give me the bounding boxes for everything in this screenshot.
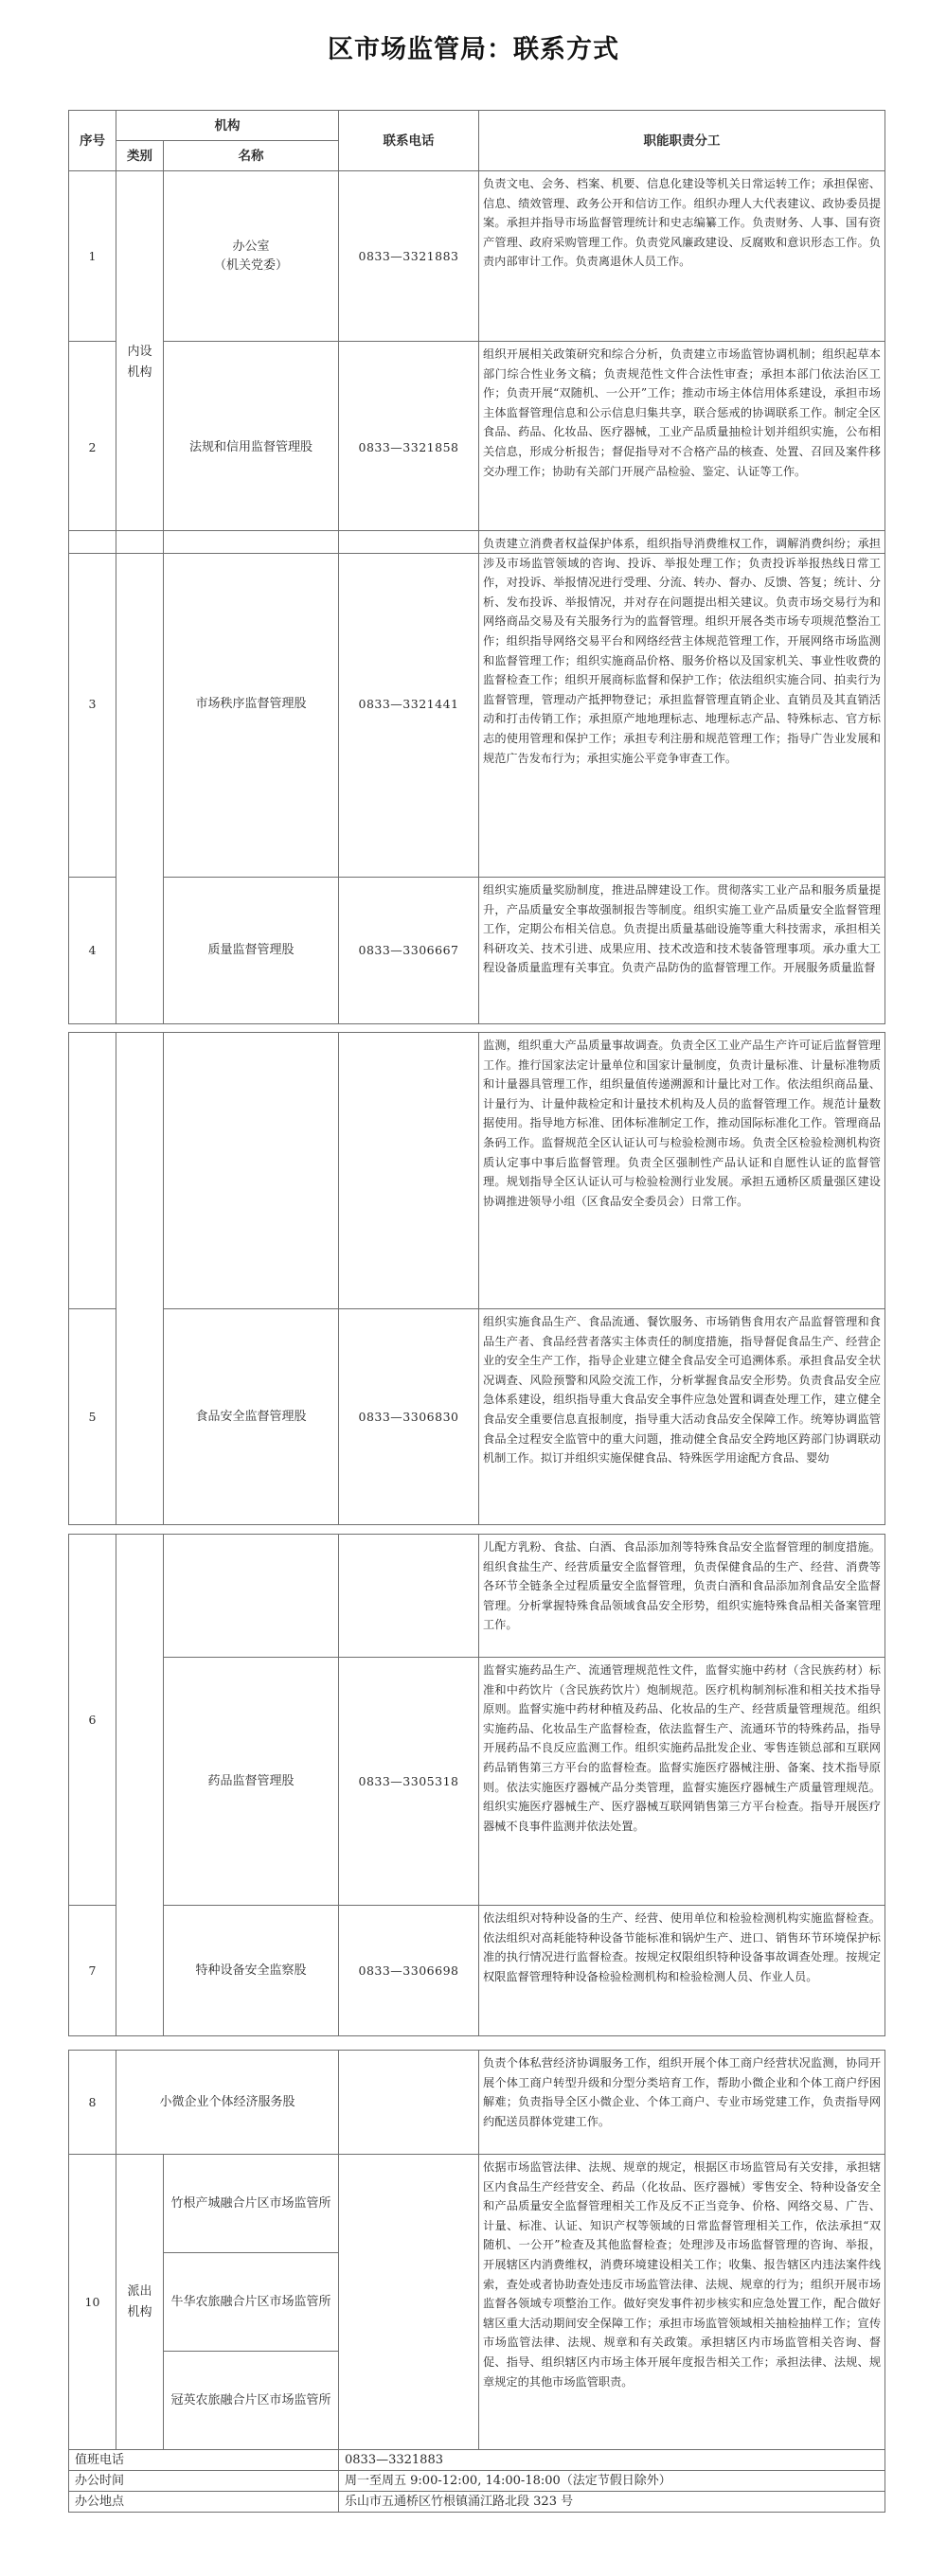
duty-text: 组织开展相关政策研究和综合分析，负责建立市场监管协调机制；组织起草本部门综合性业务文稿；负责规范性文件合法性审查；承担本部门依法治区工作；负责开展“双随机、一公开”工作；推动市场主体信用体系建设，承担市场主体监督管理信息和公示信息归集共享，联合惩戒的协调联系工作。制定全区食品、药品、化妆品、医疗器械，工业产品质量抽检计划并组织实施，公布相关信息，形成分析报告；督促指导对不合格产品的核查、处置、召回及案件移交办理工作；协助有关部门开展产品检验、鉴定、认证等工作。 [479,342,885,554]
org-name: 小微企业个体经济服务股 [116,2051,339,2155]
address-label: 办公地点 [69,2492,339,2513]
category-internal: 内设 机构 [116,171,164,554]
row-seq [69,1033,116,1309]
table-row [69,2155,885,2253]
phone-number: 0833—3321883 [339,171,479,342]
hours-value: 周一至周五 9:00-12:00, 14:00-18:00（法定节假日除外） [339,2471,885,2492]
duty-phone-value: 0833—3321883 [339,2450,885,2471]
header-seq: 序号 [69,111,116,171]
header-duties: 职能职责分工 [479,111,885,171]
footer-row-hours [69,2471,885,2492]
duty-text: 监督实施药品生产、流通管理规范性文件，监督实施中药材（含民族药材）标准和中药饮片（含民族药饮片）炮制规范。医疗机构制剂标准和相关技术指导原则。监督实施中药材种植及药品、化妆品的生产、经营质量管理规范。组织实施药品、化妆品生产监督检查，依法监督生产、流通环节的特殊药品，指导开展药品不良反应监测工作。组织实施药品批发企业、零售连锁总部和互联网药品销售第三方平台的监督检查。监督实施医疗器械注册、备案、技术指导原则。依法实施医疗器械产品分类管理，监督实施医疗器械生产质量管理规范。组织实施医疗器械生产、医疗器械互联网销售第三方平台检查。指导开展医疗器械不良事件监测并依法处置。 [479,1658,885,1906]
contact-table-block-4 [68,1534,885,2036]
phone-number [339,1535,479,1658]
footer-row-duty-phone [69,2450,885,2471]
duty-text: 组织实施食品生产、食品流通、餐饮服务、市场销售食用农产品监督管理和食品生产者、食品经营者落实主体责任的制度措施，指导督促食品生产、经营企业的安全生产工作，指导企业建立健全食品安全可追溯体系。承担食品安全状况调查、风险预警和风险交流工作，分析掌握食品安全形势。负责食品安全应急体系建设，组织指导重大食品安全事件应急处置和调查处理工作，建立健全食品安全重要信息直报制度，指导重大活动食品安全保障工作。统筹协调监管食品全过程安全监管中的重大问题，推动健全食品安全跨地区跨部门协调联动机制工作。拟订并组织实施保健食品、特殊医学用途配方食品、婴幼 [479,1309,885,1525]
header-category: 类别 [116,141,164,171]
duty-text: 组织实施质量奖励制度，推进品牌建设工作。贯彻落实工业产品和服务质量提升，产品质量安全事故强制报告等制度。组织实施工业产品质量安全监督管理工作，定期公布相关信息。负责提出质量基础设施等重大科技需求，承担相关科研攻关、技术引进、成果应用、技术改造和技术装备管理事项。承办重大工程设备质量监理有关事宜。负责产品防伪的监督管理工作。开展服务质量监督 [479,878,885,1024]
phone-number: 0833—3321858 [339,342,479,554]
org-name: 牛华农旅融合片区市场监管所 [164,2253,339,2352]
org-name: 冠英农旅融合片区市场监管所 [164,2352,339,2450]
contact-table-block-2 [68,530,885,1024]
table-row [69,1309,885,1525]
org-name: 药品监督管理股 [164,1658,339,1906]
org-name [164,1535,339,1658]
duty-text: 依据市场监管法律、法规、规章的规定，根据区市场监管局有关安排，承担辖区内食品生产经营安全、药品（化妆品、医疗器械）零售安全、特种设备安全和产品质量安全监督管理相关工作及反不正当竞争、价格、网络交易、广告、计量、标准、认证、知识产权等领域的日常监督管理相关工作，依法承担“双随机、一公开”检查及其他监督检查；处理涉及市场监督管理的咨询、举报，开展辖区内消费维权，消费环境建设相关工作；收集、报告辖区内违法案件线索，查处或者协助查处违反市场监管法律、法规、规章的行为；组织开展市场监督各领域专项整治工作。做好突发事件初步核实和应急处置工作，配合做好辖区重大活动期间安全保障工作；承担市场监管领域相关抽检抽样工作；宣传市场监管法律、法规、规章和有关政策。承担辖区内市场监管相关咨询、督促、指导、组织辖区内市场主体开展年度报告相关工作；承担法律、法规、规章规定的其他市场监管职责。 [479,2155,885,2450]
duty-text: 监测，组织重大产品质量事故调查。负责全区工业产品生产许可证后监督管理工作。推行国家法定计量单位和国家计量制度，负责计量标准、计量标准物质和计量器具管理工作，组织量值传递溯源和计量比对工作。依法组织商品量、计量行为、计量仲裁检定和计量技术机构及人员的监督管理工作。规范计量数据使用。指导地方标准、团体标准制定工作，推动国际标准化工作。管理商品条码工作。监督规范全区认证认可与检验检测市场。负责全区检验检测机构资质认定事中事后监督管理。负责全区强制性产品认证和自愿性认证的监督管理。规划指导全区认证认可与检验检测行业发展。承担五通桥区质量强区建设协调推进领导小组（区食品安全委员会）日常工作。 [479,1033,885,1309]
org-name: 办公室 （机关党委） [164,171,339,342]
org-name: 市场秩序监督管理股 [164,531,339,878]
row-seq: 10 [69,2155,116,2450]
table-row [69,171,885,342]
table-row [69,342,885,554]
phone-number: 0833—3306667 [339,878,479,1024]
table-row [69,1906,885,2036]
contact-table-block-3 [68,1032,885,1525]
hours-label: 办公时间 [69,2471,339,2492]
duty-text: 儿配方乳粉、食盐、白酒、食品添加剂等特殊食品安全监督管理的制度措施。组织食盐生产、经营质量安全监督管理，负责保健食品的生产、经营、消费等各环节全链条全过程质量安全监督管理，负责白酒和食品添加剂食品安全监督管理。分析掌握特殊食品领域食品安全形势，组织实施特殊食品相关备案管理工作。 [479,1535,885,1658]
org-name: 食品安全监督管理股 [164,1309,339,1525]
phone-number: 0833—3306698 [339,1906,479,2036]
header-org: 机构 [116,111,339,141]
row-seq: 4 [69,878,116,1024]
table-row [69,531,885,878]
duty-text: 负责建立消费者权益保护体系，组织指导消费维权工作，调解消费纠纷；承担涉及市场监管领域的咨询、投诉、举报处理工作；负责投诉举报热线日常工作，对投诉、举报情况进行受理、分流、转办、督办、反馈、答复；统计、分析、发布投诉、举报情况，并对存在问题提出相关建议。负责市场交易行为和网络商品交易及有关服务行为的监督管理。组织开展各类市场专项规范整治工作；组织指导网络交易平台和网络经营主体规范管理工作，开展网络市场监测和监督管理工作；组织实施商品价格、服务价格以及国家机关、事业性收费的监督检查工作；组织开展商标监督和保护工作；依法组织实施合同、拍卖行为监督管理，管理动产抵押物登记；承担监督管理直销企业、直销员及其直销活动和打击传销工作；承担原产地地理标志、地理标志产品、特殊标志、官方标志的使用管理和保护工作；承担专利注册和规范管理工作；指导广告业发展和规范广告发布行为；承担实施公平竞争审查工作。 [479,531,885,878]
row-seq: 2 [69,342,116,554]
phone-number [339,2051,479,2155]
row-seq: 3 [69,531,116,878]
table-row [69,1033,885,1309]
table-row [69,1535,885,1658]
phone-number [339,1033,479,1309]
row-seq: 1 [69,171,116,342]
page-title: 区市场监管局：联系方式 [328,35,619,64]
phone-number [339,2155,479,2450]
org-name: 特种设备安全监察股 [164,1906,339,2036]
org-name: 竹根产城融合片区市场监管所 [164,2155,339,2253]
phone-number: 0833—3306830 [339,1309,479,1525]
row-seq: 7 [69,1906,116,2036]
table-row [69,878,885,1024]
phone-number: 0833—3305318 [339,1658,479,1906]
category-cell [116,1535,164,2036]
category-cell [116,531,164,1024]
contact-table-block-1 [68,110,885,554]
duty-text: 依法组织对特种设备的生产、经营、使用单位和检验检测机构实施监督检查。依法组织对高耗能特种设备节能标准和锅炉生产、进口、销售环节环境保护标准的执行情况进行监督检查。按规定权限组织特种设备事故调查处理。按规定权限监督管理特种设备检验检测机构和检验检测人员、作业人员。 [479,1906,885,2036]
header-name: 名称 [164,141,339,171]
table-row [69,2051,885,2155]
org-name: 法规和信用监督管理股 [164,342,339,554]
org-name [164,1033,339,1309]
row-seq: 5 [69,1309,116,1525]
org-name: 质量监督管理股 [164,878,339,1024]
duty-phone-label: 值班电话 [69,2450,339,2471]
category-dispatched: 派出 机构 [116,2155,164,2450]
table-row [69,1658,885,1906]
category-cell [116,1033,164,1525]
row-seq: 8 [69,2051,116,2155]
row-seq: 6 [69,1535,116,1906]
duty-text: 负责个体私营经济协调服务工作，组织开展个体工商户经营状况监测，协同开展个体工商户转型升级和分型分类培育工作，帮助小微企业和个体工商户纾困解难；负责指导全区小微企业、个体工商户、专业市场党建工作，负责指导网约配送员群体党建工作。 [479,2051,885,2155]
address-value: 乐山市五通桥区竹根镇涌江路北段 323 号 [339,2492,885,2513]
header-phone: 联系电话 [339,111,479,171]
contact-table-block-5 [68,2050,885,2513]
duty-text: 负责文电、会务、档案、机要、信息化建设等机关日常运转工作；承担保密、信息、绩效管理、政务公开和信访工作。组织办理人大代表建议、政协委员提案。承担并指导市场监督管理统计和史志编纂工作。负责财务、人事、国有资产管理、政府采购管理工作。负责党风廉政建设、反腐败和意识形态工作。负责内部审计工作。负责离退休人员工作。 [479,171,885,342]
phone-number: 0833—3321441 [339,531,479,878]
footer-row-address [69,2492,885,2513]
